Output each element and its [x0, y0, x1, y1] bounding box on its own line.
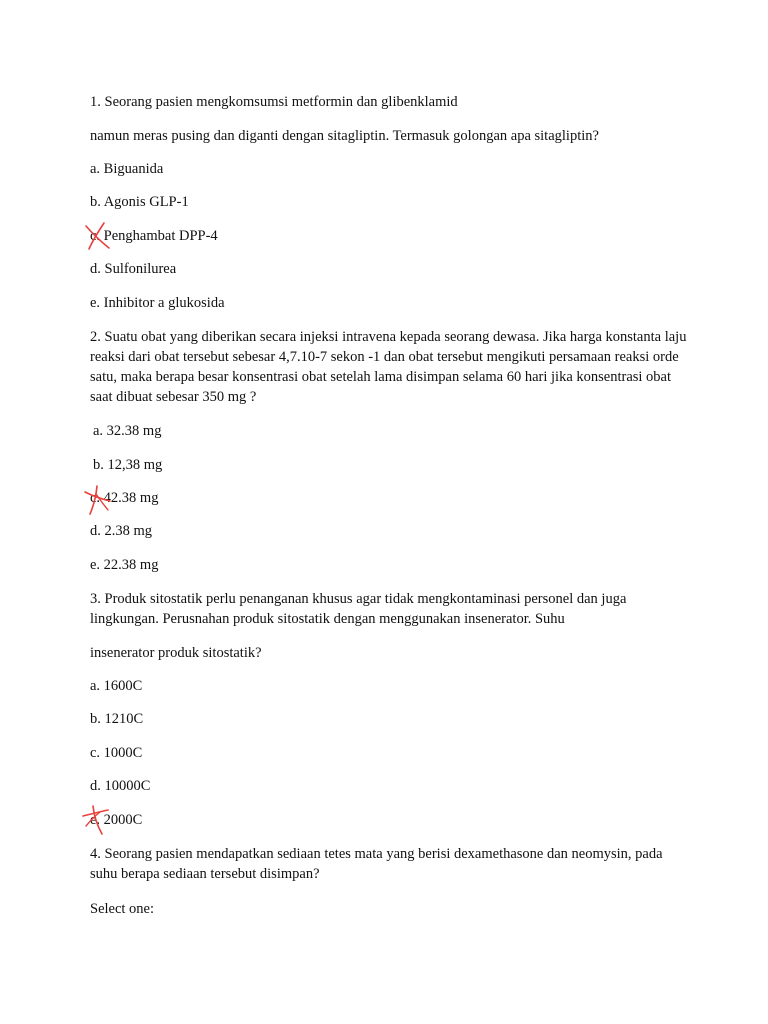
q1-option-e: e. Inhibitor a glukosida — [90, 295, 225, 311]
q4-select-label: Select one: — [90, 901, 155, 917]
q2-option-d: d. 2.38 mg — [90, 523, 153, 539]
answer-mark-icon — [80, 804, 110, 836]
q3-text-line2: insenerator produk sitostatik? — [90, 645, 262, 661]
q1-text-line1: 1. Seorang pasien mengkomsumsi metformin dan glibenklamid — [90, 94, 458, 110]
q1-text-line2: namun meras pusing dan diganti dengan sitagliptin. Termasuk golongan apa sitagliptin? — [90, 128, 599, 144]
q1-option-a: a. Biguanida — [90, 161, 164, 177]
q2-text: 2. Suatu obat yang diberikan secara injeksi intravena kepada seorang dewasa. Jika harga konstanta laju reaksi dari obat tersebut sebesar 4,7.10-7 sekon -1 dan obat tersebut mengikuti persamaan reaksi orde satu, maka berapa besar konsentrasi obat setelah lama disimpan selama 60 hari jika konsentrasi obat saat dibuat sebesar 350 mg ? — [90, 329, 687, 405]
q1-option-c: c. Penghambat DPP-4 — [90, 228, 218, 244]
q2-option-c: c. 42.38 mg — [90, 490, 159, 506]
q3-text: 3. Produk sitostatik perlu penanganan khusus agar tidak mengkontaminasi personel dan juga lingkungan. Perusnahan produk sitostatik dengan menggunakan insenerator. Suhu — [90, 591, 627, 627]
q3-option-e: e. 2000C — [90, 812, 143, 828]
q3-option-a: a. 1600C — [90, 678, 143, 694]
q2-option-e: e. 22.38 mg — [90, 557, 159, 573]
q3-option-b: b. 1210C — [90, 711, 144, 727]
q1-option-b: b. Agonis GLP-1 — [90, 194, 189, 210]
q2-option-a: a. 32.38 mg — [93, 423, 162, 439]
answer-mark-icon — [82, 484, 112, 516]
q1-option-d: d. Sulfonilurea — [90, 261, 177, 277]
q3-option-d: d. 10000C — [90, 778, 151, 794]
q3-option-c: c. 1000C — [90, 745, 143, 761]
q2-option-b: b. 12,38 mg — [93, 457, 163, 473]
answer-mark-icon — [82, 220, 112, 252]
q4-text: 4. Seorang pasien mendapatkan sediaan tetes mata yang berisi dexamethasone dan neomysin, pada suhu berapa sediaan tersebut disimpan? — [90, 846, 663, 882]
